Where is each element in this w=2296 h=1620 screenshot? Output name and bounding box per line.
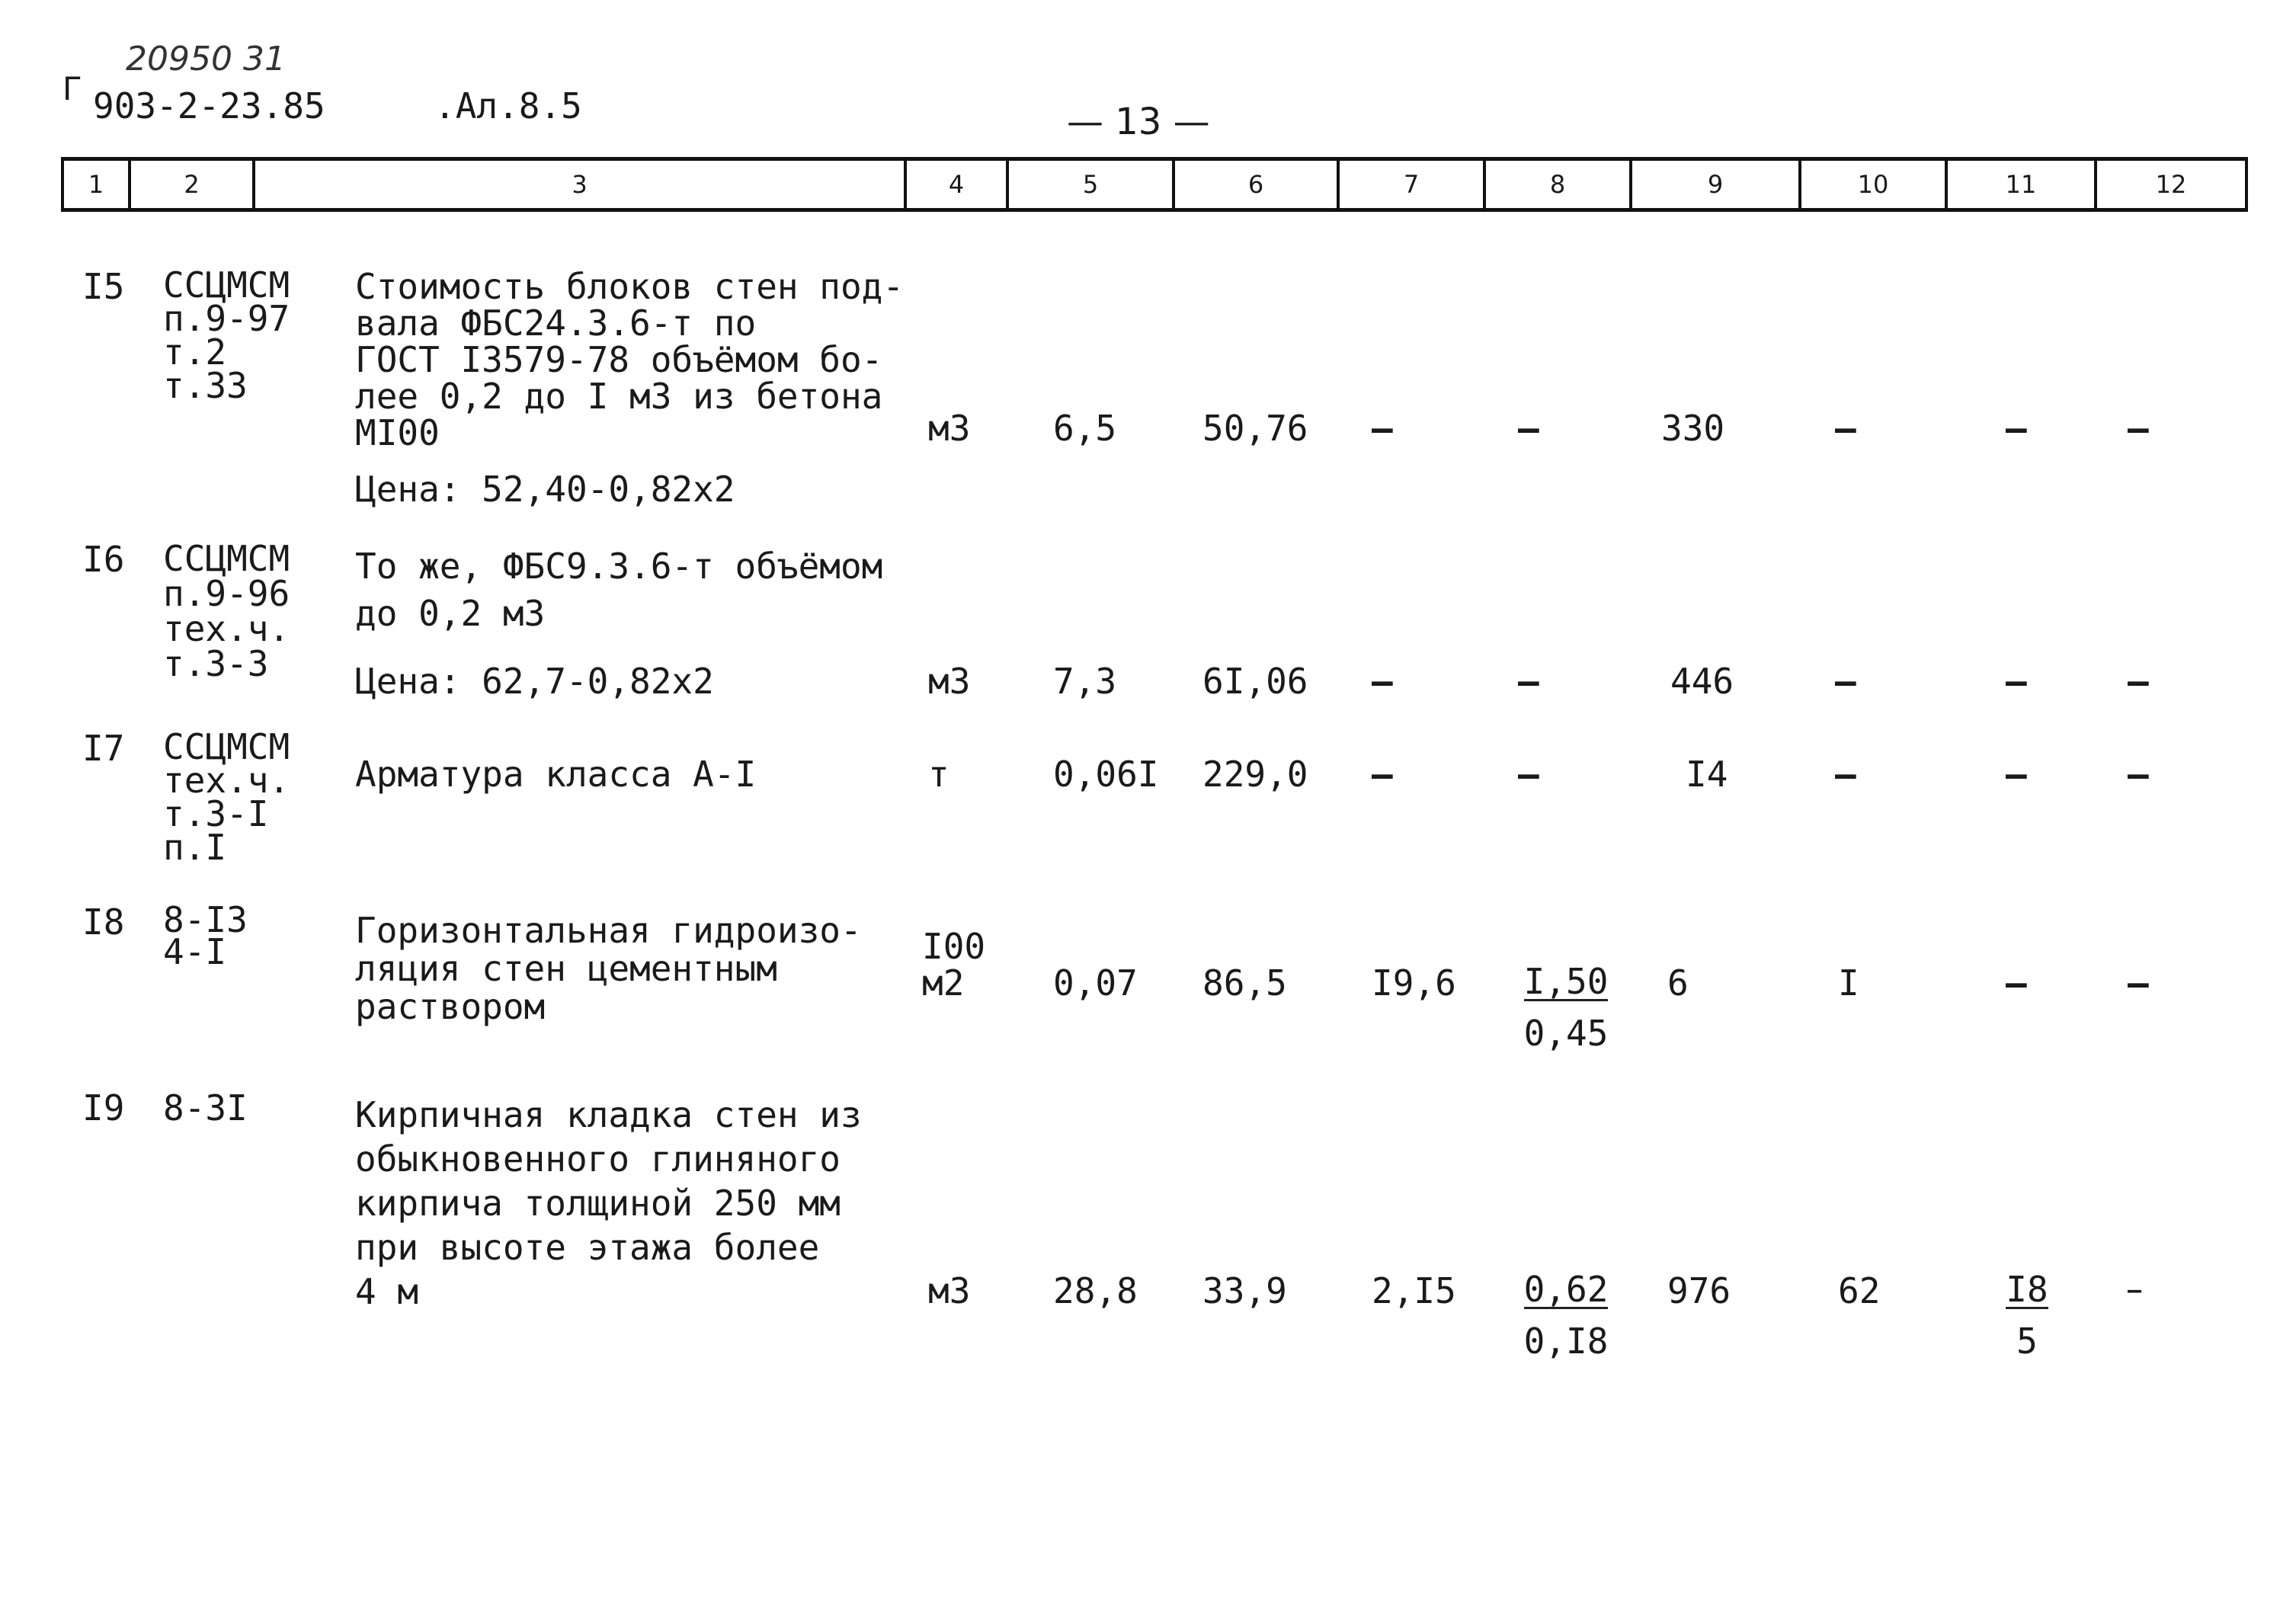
row-number: I7 [82,728,125,769]
col-8-value: – [1518,408,1539,449]
col-11-value: – [2006,661,2027,702]
col-11-denominator: 5 [2016,1321,2038,1362]
norm-reference: ССЦМСМ п.9-96 тех.ч. т.3-3 [163,538,290,684]
quantity: 7,3 [1053,661,1117,702]
column-header-7: 7 [1337,160,1483,209]
column-header-9: 9 [1629,160,1798,209]
unit: м3 [928,408,971,449]
col-9-value: I4 [1686,754,1728,795]
col-11-numerator: I8 [2006,1269,2048,1310]
col-12-value: – [2128,754,2149,795]
col-9-value: 976 [1667,1270,1731,1311]
row-number: I6 [82,539,125,580]
column-header-2: 2 [128,160,252,209]
col-6-value: 6I,06 [1202,661,1308,702]
col-6-value: 86,5 [1202,962,1287,1004]
column-header-3: 3 [252,160,904,209]
col-11-value: – [2006,408,2027,449]
quantity: 0,07 [1053,962,1138,1004]
col-12-value: – [2128,1277,2142,1304]
col-9-value: 330 [1661,408,1725,449]
col-6-value: 33,9 [1202,1270,1287,1311]
col-7-value: – [1372,408,1393,449]
album-label: .Ал.8.5 [434,85,582,126]
work-description: Горизонтальная гидроизо- ляция стен цементным раствором [355,910,862,1027]
page-number: — 13 — [1067,101,1210,143]
col-10-value: – [1835,661,1856,702]
document-code: 903-2-23.85 [93,85,325,126]
column-header-10: 10 [1798,160,1945,209]
col-11-value: – [2006,754,2027,795]
norm-reference: 8-I3 4-I [163,899,248,972]
row-number: I5 [82,266,125,307]
row-number: I9 [82,1087,125,1129]
column-header-11: 11 [1945,160,2094,209]
price-note: Цена: 52,40-0,82х2 [355,469,735,510]
column-header-1: 1 [61,160,128,209]
col-7-value: I9,6 [1372,962,1456,1004]
col-9-value: 6 [1667,962,1689,1004]
col-8-denominator: 0,I8 [1523,1321,1609,1362]
quantity: 6,5 [1053,408,1117,449]
col-11-fraction [1997,1269,2057,1362]
col-7-value: – [1372,754,1393,795]
work-description: То же, ФБС9.3.6-т объёмом до 0,2 м3 [355,546,883,634]
col-12-value: – [2128,661,2149,702]
column-header-6: 6 [1172,160,1337,209]
work-description: Арматура класса А-I [355,754,757,795]
norm-reference: ССЦМСМ п.9-97 т.2 т.33 [163,264,290,406]
col-8-denominator: 0,45 [1523,1013,1609,1054]
col-10-value: – [1835,754,1856,795]
col-8-fraction [1516,1269,1616,1362]
row-number: I8 [82,901,125,943]
col-12-value: – [2128,962,2149,1004]
col-8-fraction [1516,963,1616,1052]
norm-reference: ССЦМСМ тех.ч. т.3-I п.I [163,726,290,868]
column-header-4: 4 [904,160,1006,209]
unit: I00 м2 [922,926,986,1004]
col-10-value: 62 [1838,1270,1881,1311]
col-11-value: – [2006,962,2027,1004]
column-header-12: 12 [2094,160,2245,209]
quantity: 28,8 [1053,1270,1138,1311]
col-8-value: – [1518,661,1539,702]
unit: т [928,754,949,795]
col-7-value: 2,I5 [1372,1270,1456,1311]
col-10-value: I [1838,962,1859,1004]
corner-mark: Г [62,70,82,107]
unit: м3 [928,661,971,702]
col-9-value: 446 [1670,661,1734,702]
col-8-numerator: I,50 [1523,961,1609,1002]
handwritten-number: 20950 31 [126,40,286,78]
col-8-numerator: 0,62 [1523,1269,1609,1310]
column-header-5: 5 [1006,160,1172,209]
col-6-value: 50,76 [1202,408,1308,449]
price-note: Цена: 62,7-0,82х2 [355,661,714,702]
column-header-8: 8 [1483,160,1629,209]
col-10-value: – [1835,408,1856,449]
work-description: Кирпичная кладка стен из обыкновенного глиняного кирпича толщиной 250 мм при высоте этажа более 4 м [355,1094,862,1312]
quantity: 0,06I [1053,754,1159,795]
col-8-value: – [1518,754,1539,795]
work-description: Стоимость блоков стен под- вала ФБС24.3.6-т по ГОСТ I3579-78 объёмом бо- лее 0,2 до I м3 из бетона МI00 [355,266,905,453]
norm-reference: 8-3I [163,1087,248,1129]
col-12-value: – [2128,408,2149,449]
col-6-value: 229,0 [1202,754,1308,795]
col-7-value: – [1372,661,1393,702]
unit: м3 [928,1270,971,1311]
